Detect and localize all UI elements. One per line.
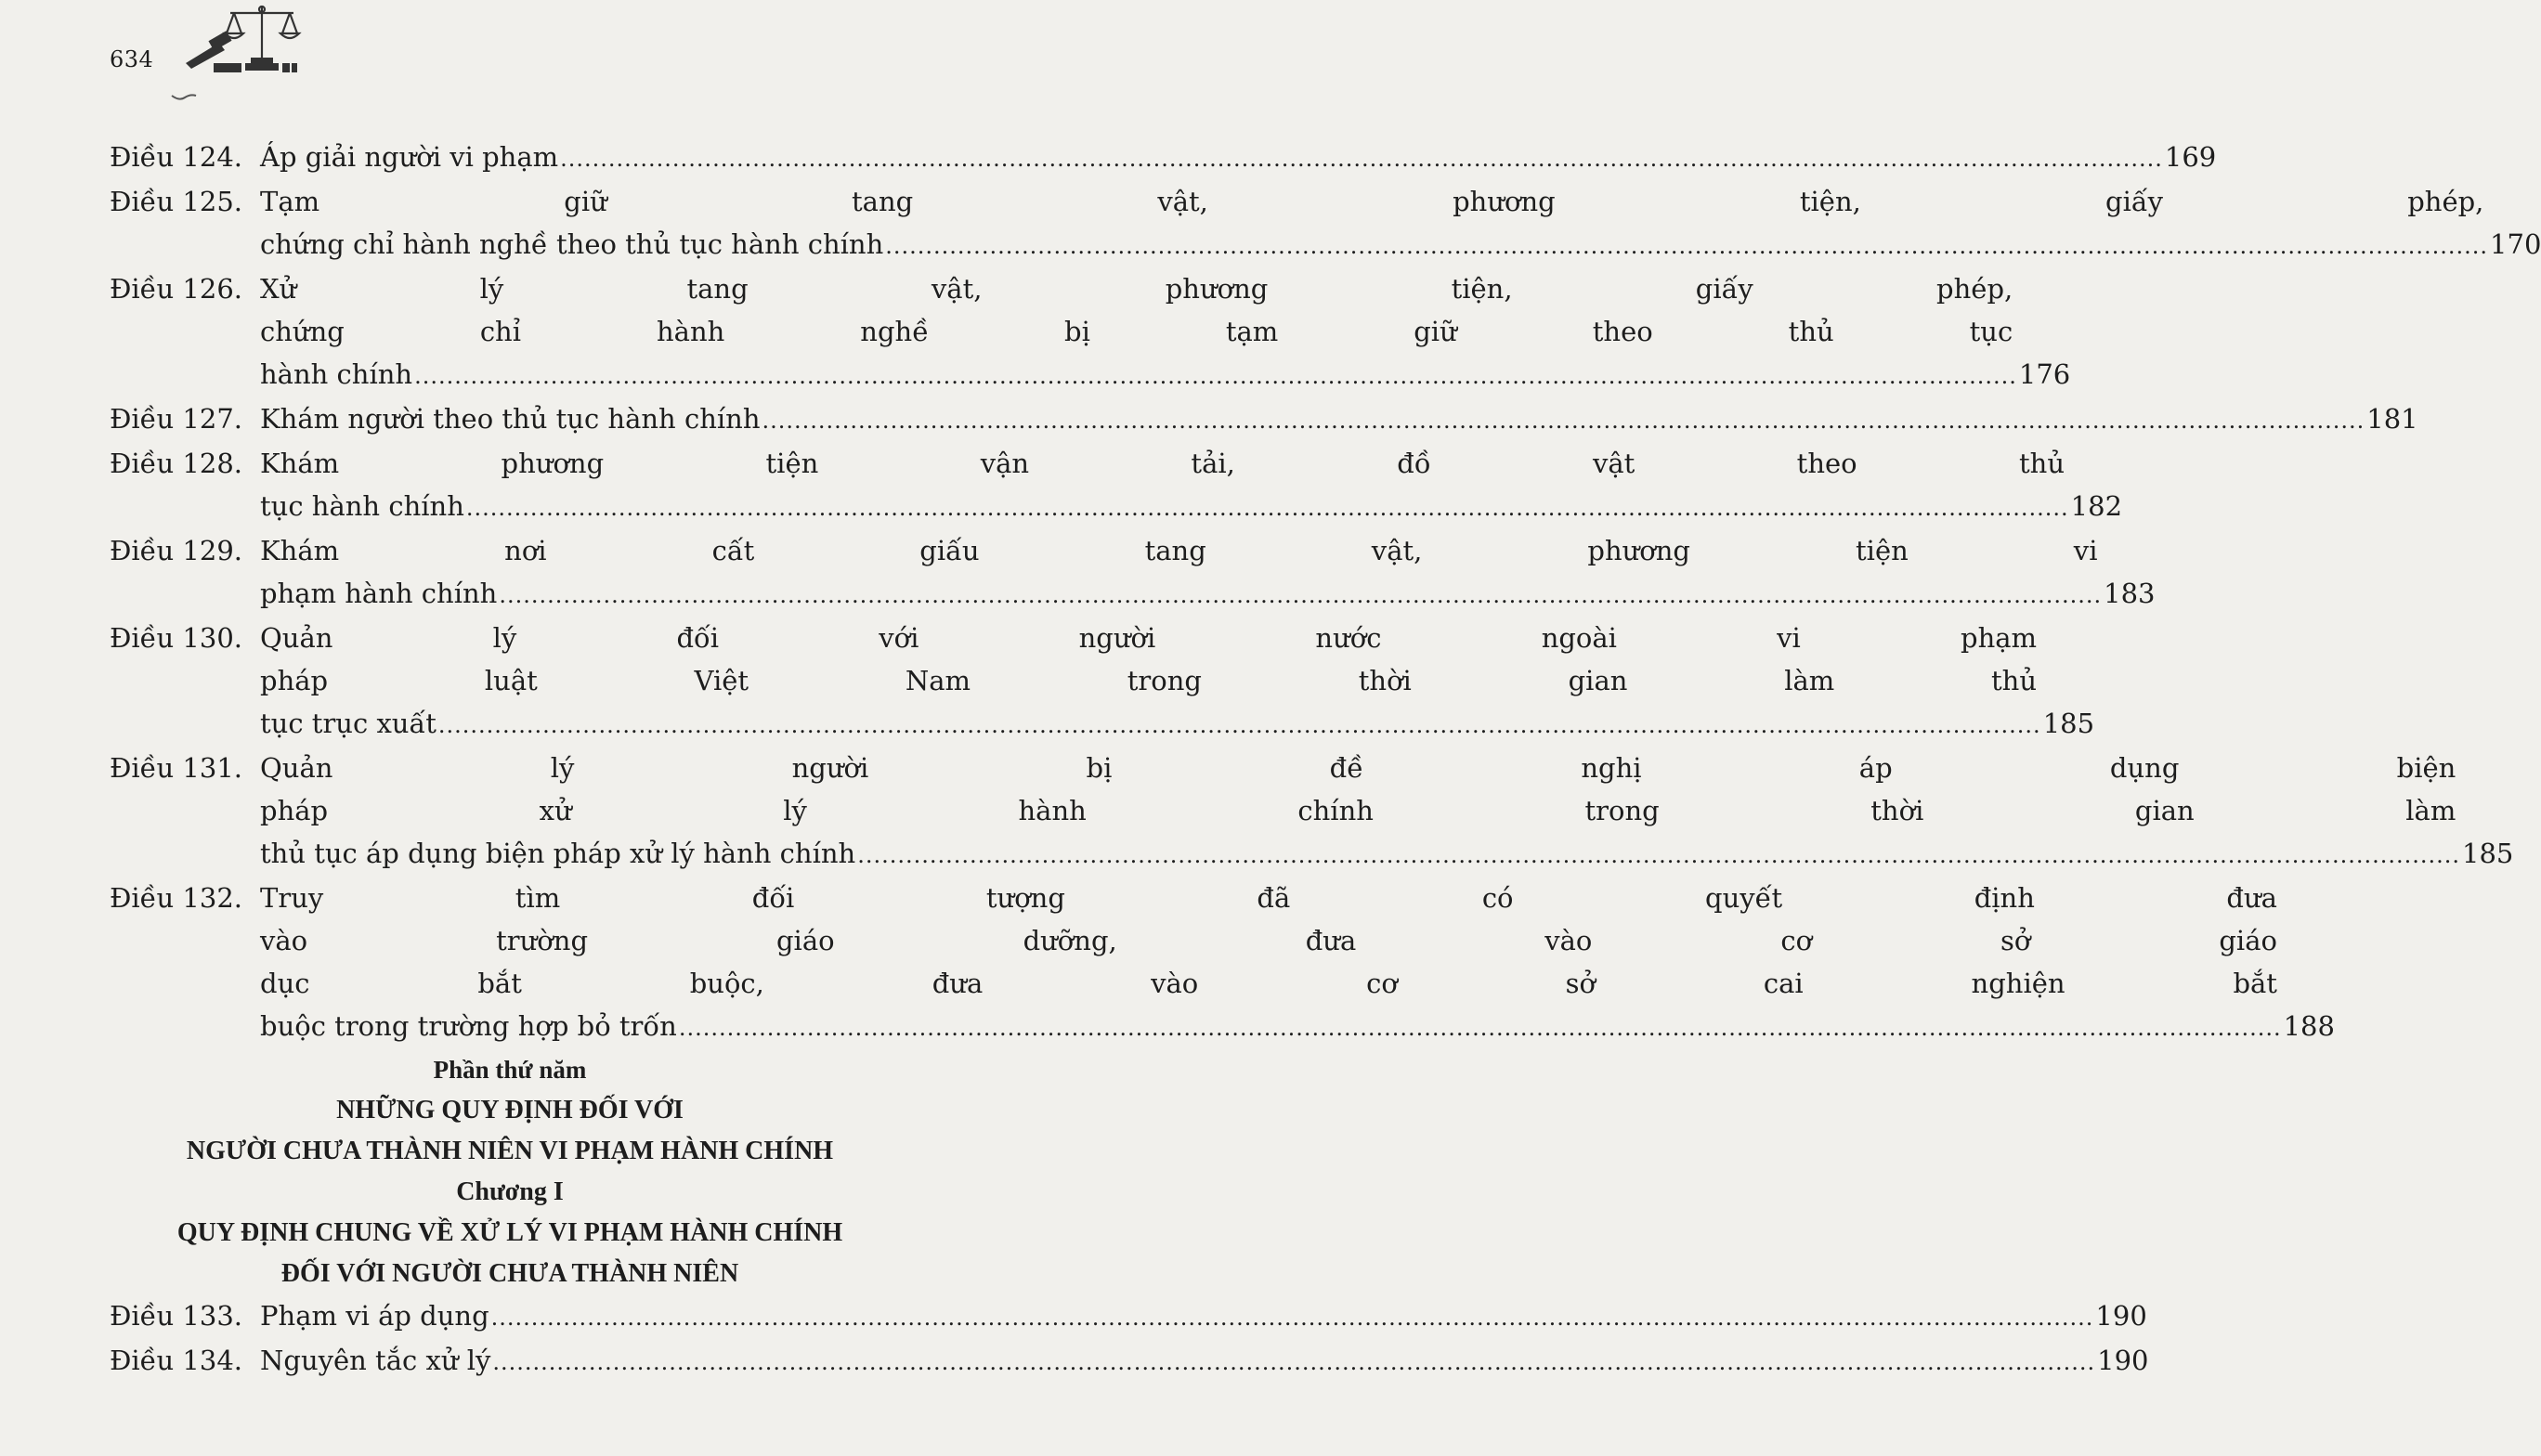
page-number: 634 [110,46,154,72]
entry-title: buộc trong trường hợp bỏ trốn [260,1010,677,1042]
entry-number: Điều 128. [110,448,242,479]
entry-page-number: 176 [2018,358,2071,390]
part-heading [110,1049,910,1294]
entry-title: chứng chỉ hành nghề theo thủ tục hành chính [260,228,884,260]
chapter-title-line1: QUY ĐỊNH CHUNG VỀ XỬ LÝ VI PHẠM HÀNH CHÍNH [176,1218,843,1247]
entry-body [260,617,2094,747]
toc-entries-part4 [110,136,2541,1049]
entry-last-line [260,1005,2335,1049]
entry-page-number: 182 [2070,490,2123,522]
scales-of-justice-icon [182,2,299,80]
entry-number: Điều 134. [110,1345,242,1376]
dot-leader [560,137,2163,180]
toc-entry [110,1339,2149,1384]
entry-page-number: 185 [2462,838,2514,869]
entry-last-line [260,485,2122,529]
entry-page-number: 190 [2095,1300,2147,1332]
entry-number: Điều 126. [110,273,242,305]
entry-title-line: Khám nơi cất giấu tang vật, phương tiện vi [260,535,2098,566]
entry-title: Áp giải người vi phạm [260,141,559,173]
chapter-title-line2: ĐỐI VỚI NGƯỜI CHƯA THÀNH NIÊN [280,1259,739,1288]
entry-body [260,442,2122,529]
toc-entries-part5 [110,1294,2149,1384]
entry-title-line: pháp xử lý hành chính trong thời gian làm [260,795,2456,826]
entry-body [260,267,2070,397]
entry-page-number: 170 [2490,228,2541,260]
entry-body [260,529,2155,617]
entry-body [260,747,2513,877]
entry-last-line [260,1339,2149,1384]
entry-title-line: Quản lý đối với người nước ngoài vi phạm [260,622,2038,654]
dot-leader [762,399,2365,442]
toc-entry [110,267,2071,397]
entry-last-line [260,572,2155,617]
toc-entry [110,617,2095,747]
entry-page-number: 185 [2042,708,2095,739]
entry-title: tục trục xuất [260,708,437,739]
entry-body [260,136,2216,180]
entry-number: Điều 129. [110,535,242,566]
dot-leader [438,704,2041,747]
entry-body [260,1294,2147,1339]
dot-leader [466,487,2069,529]
chapter-label: Chương I [456,1177,564,1206]
entry-last-line [260,702,2094,747]
entry-body [260,1339,2149,1384]
part-title-line2: NGƯỜI CHƯA THÀNH NIÊN VI PHẠM HÀNH CHÍNH [186,1137,834,1165]
entry-body [260,877,2335,1049]
entry-number: Điều 131. [110,752,242,784]
entry-title: tục hành chính [260,490,464,522]
entry-number: Điều 127. [110,403,242,435]
entry-number: Điều 132. [110,882,242,914]
entry-page-number: 190 [2097,1345,2149,1376]
entry-number: Điều 125. [110,186,242,217]
entry-last-line [260,1294,2147,1339]
entry-title-line: dục bắt buộc, đưa vào cơ sở cai nghiện bắt [260,968,2277,999]
toc-entry [110,529,2156,617]
entry-page-number: 188 [2283,1010,2335,1042]
entry-title: Nguyên tắc xử lý [260,1345,491,1376]
dot-leader [857,834,2460,877]
entry-number: Điều 124. [110,141,242,173]
entry-title-line: Quản lý người bị đề nghị áp dụng biện [260,752,2456,784]
entry-title-line: Truy tìm đối tượng đã có quyết định đưa [260,882,2277,914]
toc-entry [110,442,2123,529]
toc-entry [110,180,2541,267]
dot-leader [499,574,2102,617]
entry-title: Khám người theo thủ tục hành chính [260,403,761,435]
entry-title: phạm hành chính [260,578,498,609]
table-of-contents [110,136,2541,1384]
entry-body [260,180,2541,267]
toc-entry [110,397,2418,442]
entry-page-number: 181 [2366,403,2418,435]
dot-leader [491,1296,2094,1339]
entry-last-line [260,832,2513,877]
dot-leader [679,1007,2282,1049]
entry-title-line: Tạm giữ tang vật, phương tiện, giấy phép, [260,186,2484,217]
entry-title: thủ tục áp dụng biện pháp xử lý hành chính [260,838,856,869]
dot-leader [492,1341,2095,1384]
entry-title-line: pháp luật Việt Nam trong thời gian làm thủ [260,665,2038,696]
entry-title-line: vào trường giáo dưỡng, đưa vào cơ sở giáo [260,925,2277,956]
entry-title: hành chính [260,358,413,390]
entry-number: Điều 133. [110,1300,242,1332]
entry-last-line [260,223,2541,267]
toc-entry [110,136,2217,180]
part-label: Phần thứ năm [433,1056,587,1084]
entry-page-number: 169 [2164,141,2217,173]
ink-mark-icon [170,89,198,107]
toc-entry [110,1294,2147,1339]
entry-title-line: Xử lý tang vật, phương tiện, giấy phép, [260,273,2013,305]
dot-leader [885,225,2488,267]
toc-entry [110,747,2514,877]
part-title-line1: NHỮNG QUY ĐỊNH ĐỐI VỚI [336,1096,684,1124]
entry-page-number: 183 [2104,578,2156,609]
entry-last-line [260,136,2216,180]
entry-title: Phạm vi áp dụng [260,1300,489,1332]
entry-last-line [260,353,2070,397]
entry-body [260,397,2418,442]
toc-entry [110,877,2335,1049]
entry-last-line [260,397,2418,442]
entry-title-line: chứng chỉ hành nghề bị tạm giữ theo thủ tục [260,316,2013,347]
entry-number: Điều 130. [110,622,242,654]
dot-leader [414,355,2017,397]
entry-title-line: Khám phương tiện vận tải, đồ vật theo thủ [260,448,2065,479]
